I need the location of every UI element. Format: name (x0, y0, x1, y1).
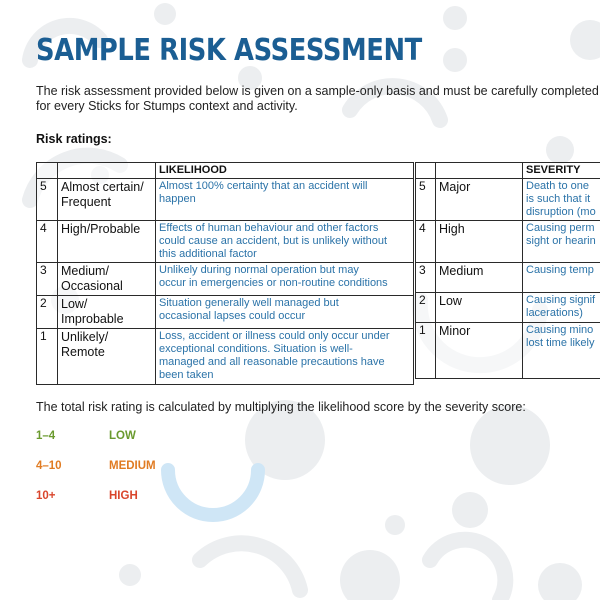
likelihood-header: LIKELIHOOD (156, 163, 414, 179)
table-header-row (416, 163, 600, 179)
desc-line: Unlikely during normal operation but may (159, 264, 359, 276)
severity-header: SEVERITY (523, 163, 600, 179)
severity-score: 5 (416, 179, 436, 221)
likelihood-label (58, 329, 156, 385)
likelihood-label (58, 263, 156, 296)
header-blank-cell (58, 163, 156, 179)
intro-paragraph (36, 84, 600, 114)
desc-line: Causing perm (526, 222, 595, 234)
severity-label: Minor (436, 323, 523, 379)
desc-line: Death to one (526, 180, 589, 192)
label-line: Remote (61, 345, 105, 359)
table-row (416, 293, 600, 323)
label-line: Improbable (61, 312, 124, 326)
severity-table (415, 162, 600, 379)
table-row (416, 221, 600, 263)
likelihood-description (156, 329, 414, 385)
legend-range: 4–10 (36, 460, 62, 472)
severity-label: Medium (436, 263, 523, 293)
label-line: Medium/ (61, 264, 109, 278)
likelihood-score: 4 (37, 221, 58, 263)
likelihood-label (58, 179, 156, 221)
likelihood-description (156, 263, 414, 296)
severity-score: 3 (416, 263, 436, 293)
table-row (37, 296, 414, 329)
legend-level: HIGH (109, 490, 138, 502)
desc-line: lost time likely (526, 337, 595, 349)
likelihood-description (156, 179, 414, 221)
table-row (416, 263, 600, 293)
likelihood-table (36, 162, 414, 385)
desc-line: disruption (mo (526, 206, 596, 218)
desc-line: occur in emergencies or non-routine conditions (159, 277, 388, 289)
page-title: SAMPLE RISK ASSESSMENT (36, 33, 422, 68)
severity-description (523, 179, 600, 221)
desc-line: Loss, accident or illness could only occur under (159, 330, 390, 342)
table-row (37, 263, 414, 296)
desc-line: occasional lapses could occur (159, 310, 306, 322)
desc-line: sight or hearin (526, 235, 596, 247)
header-blank-cell (436, 163, 523, 179)
table-header-row (37, 163, 414, 179)
label-line: Low/ (61, 297, 88, 311)
desc-line: managed and all reasonable precautions have (159, 356, 385, 368)
risk-ratings-heading: Risk ratings: (36, 132, 112, 146)
desc-line: Causing temp (526, 264, 594, 276)
severity-description (523, 293, 600, 323)
total-risk-note: The total risk rating is calculated by multiplying the likelihood score by the severity score: (36, 400, 526, 414)
legend-range: 10+ (36, 490, 56, 502)
header-blank-cell (37, 163, 58, 179)
intro-line: for every Sticks for Stumps context and activity. (36, 99, 298, 113)
desc-line: exceptional conditions. Situation is well- (159, 343, 353, 355)
desc-line: Almost 100% certainty that an accident will (159, 180, 368, 192)
desc-line: been taken (159, 369, 214, 381)
table-row (416, 179, 600, 221)
label-line: Frequent (61, 195, 112, 209)
desc-line: this additional factor (159, 248, 257, 260)
desc-line: could cause an accident, but is unlikely without (159, 235, 388, 247)
label-line: Almost certain/ (61, 180, 144, 194)
severity-label: High (436, 221, 523, 263)
desc-line: Causing mino (526, 324, 594, 336)
label-line: High/Probable (61, 222, 141, 236)
likelihood-label (58, 221, 156, 263)
label-line: Occasional (61, 279, 123, 293)
table-row (37, 179, 414, 221)
likelihood-description (156, 296, 414, 329)
desc-line: Causing signif (526, 294, 596, 306)
header-blank-cell (416, 163, 436, 179)
intro-line: The risk assessment provided below is given on a sample-only basis and must be carefully completed (36, 84, 599, 98)
desc-line: happen (159, 193, 196, 205)
table-row (416, 323, 600, 379)
desc-line: lacerations) (526, 307, 583, 319)
severity-description (523, 323, 600, 379)
label-line: Unlikely/ (61, 330, 109, 344)
severity-label: Low (436, 293, 523, 323)
severity-score: 1 (416, 323, 436, 379)
likelihood-score: 1 (37, 329, 58, 385)
severity-label: Major (436, 179, 523, 221)
likelihood-score: 5 (37, 179, 58, 221)
likelihood-description (156, 221, 414, 263)
table-row (37, 221, 414, 263)
desc-line: Effects of human behaviour and other factors (159, 222, 379, 234)
likelihood-score: 2 (37, 296, 58, 329)
desc-line: Situation generally well managed but (159, 297, 339, 309)
likelihood-label (58, 296, 156, 329)
severity-score: 2 (416, 293, 436, 323)
severity-description (523, 263, 600, 293)
legend-level: MEDIUM (109, 460, 156, 472)
desc-line: is such that it (526, 193, 591, 205)
legend-level: LOW (109, 430, 136, 442)
legend-range: 1–4 (36, 430, 56, 442)
severity-score: 4 (416, 221, 436, 263)
severity-description (523, 221, 600, 263)
likelihood-score: 3 (37, 263, 58, 296)
table-row (37, 329, 414, 385)
